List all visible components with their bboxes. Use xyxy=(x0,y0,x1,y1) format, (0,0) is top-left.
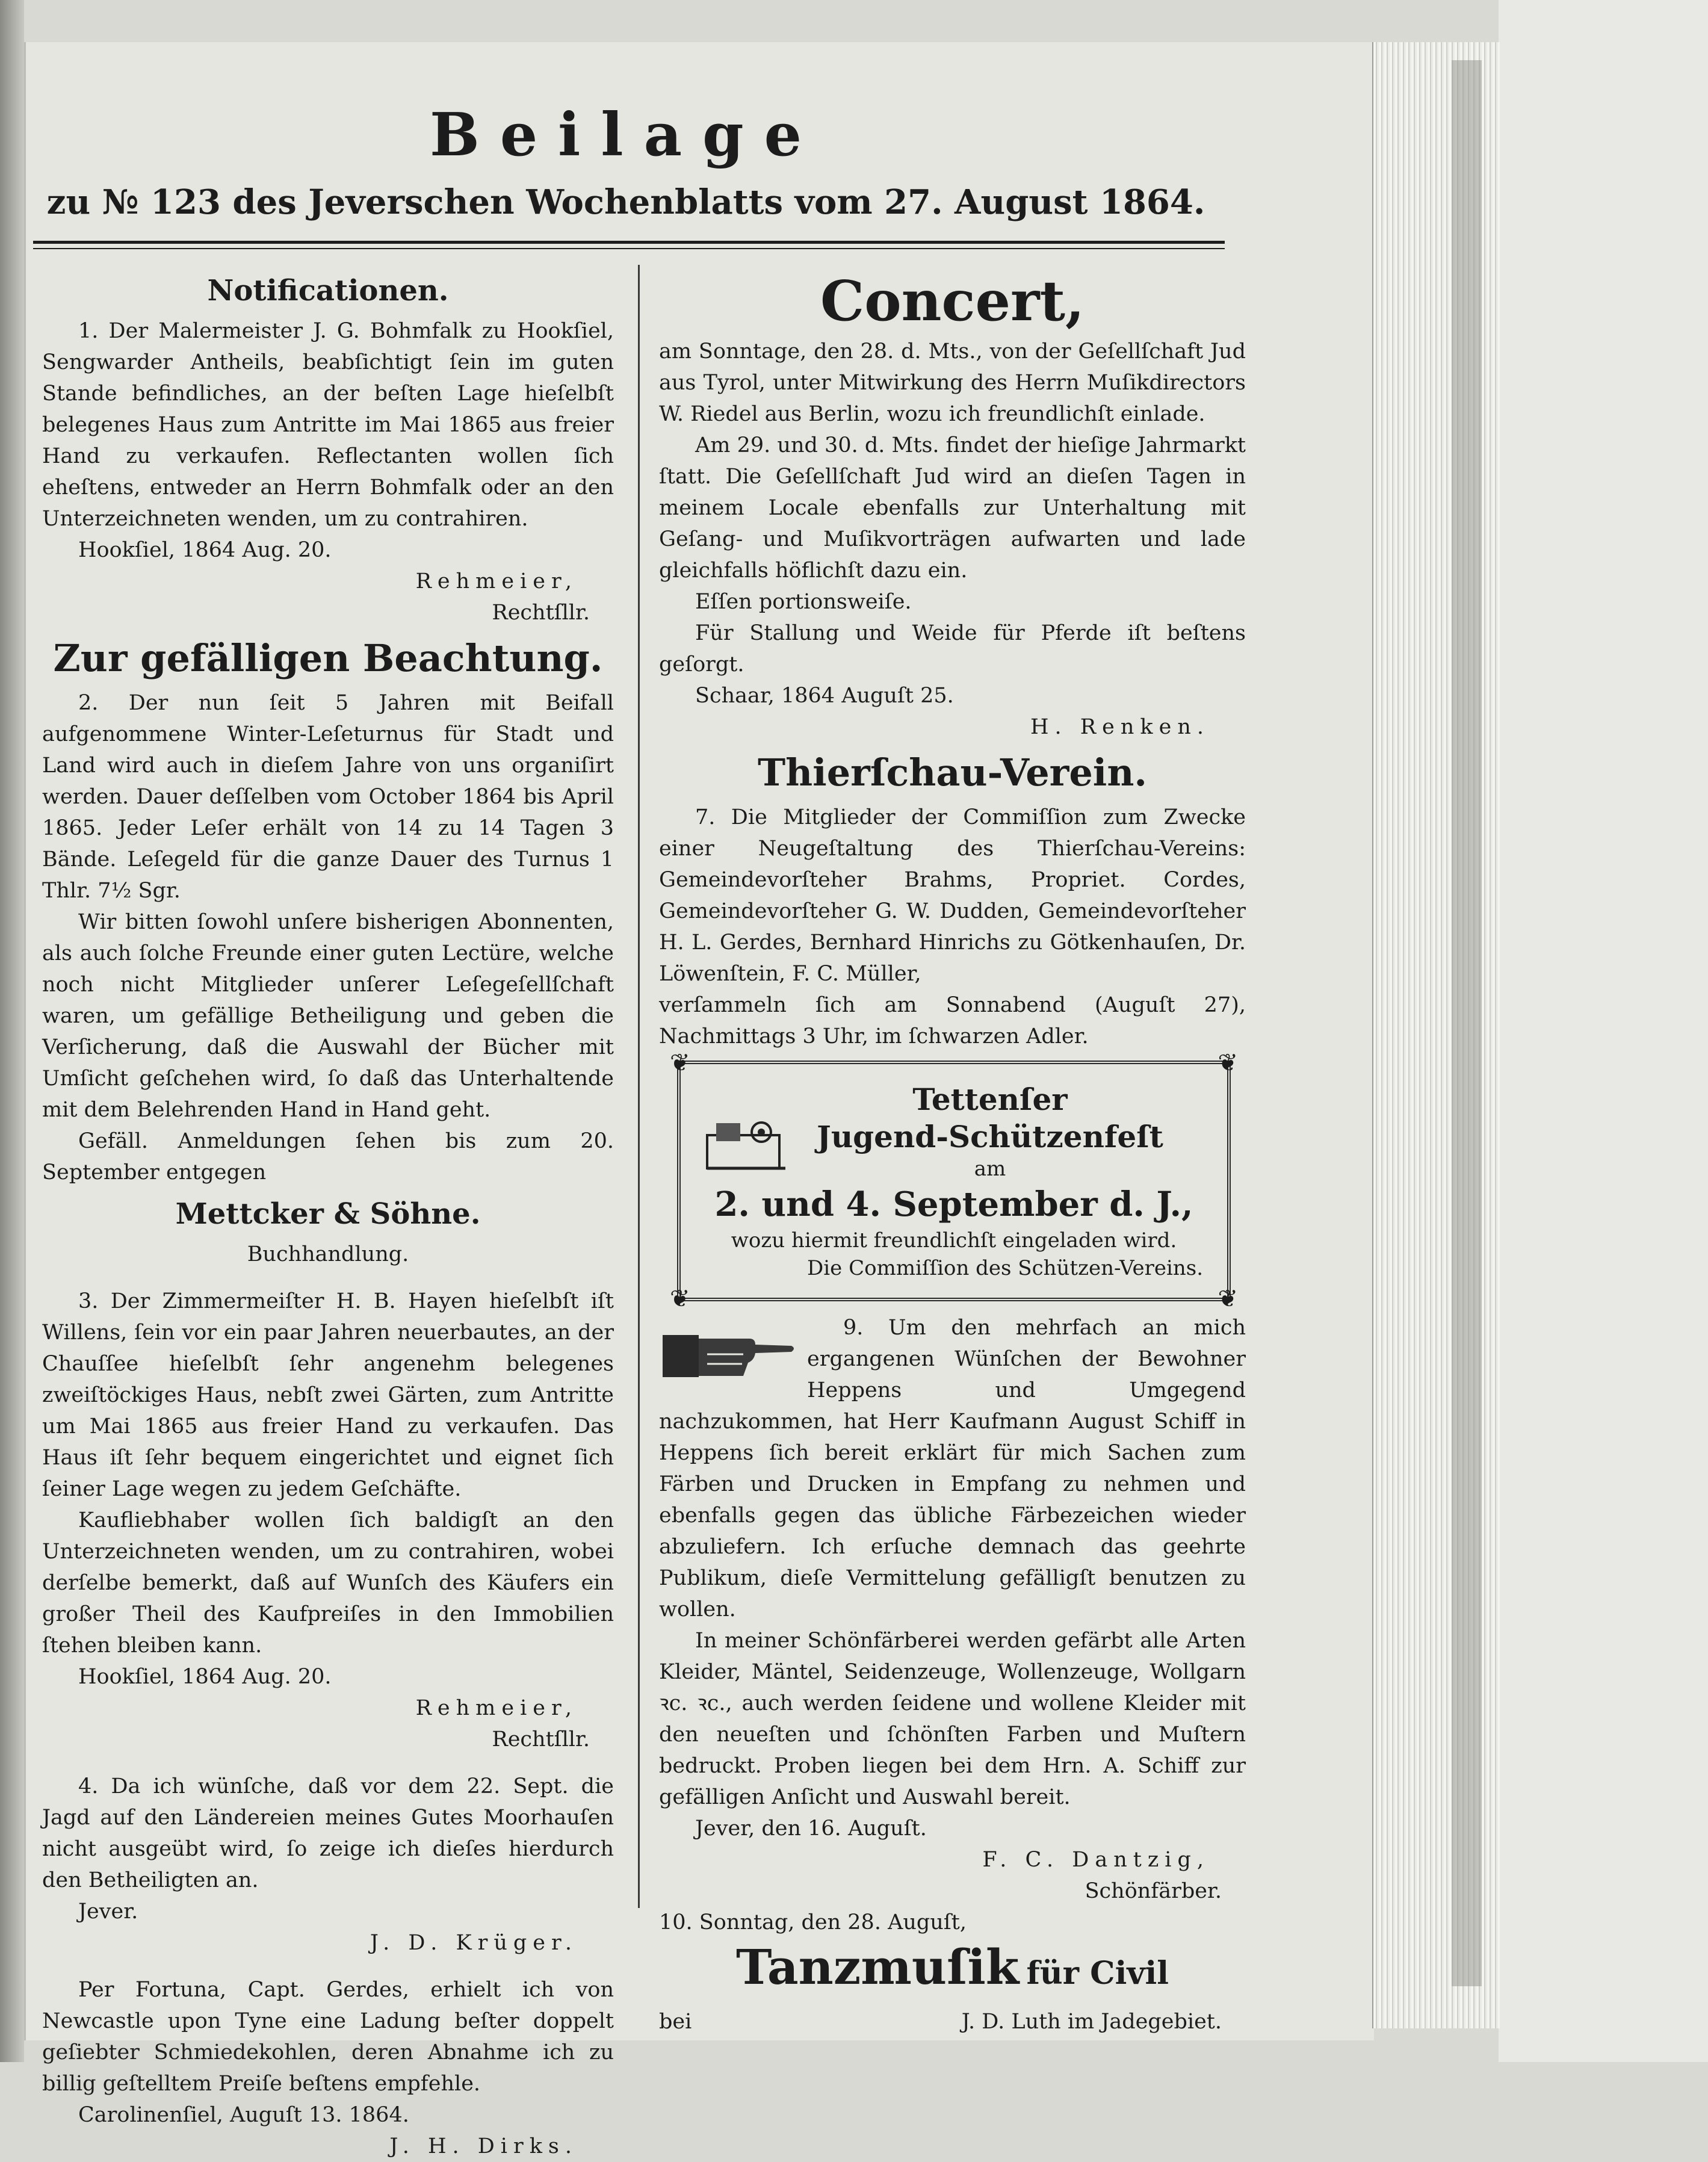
box-commission: Die Commiſſion des Schützen-Vereins. xyxy=(807,1256,1203,1280)
notice-1-title: Rechtſllr. xyxy=(492,601,590,625)
notice-3-signature: Rehmeier, xyxy=(415,1696,578,1720)
page-subtitle: zu № 123 des Jeverschen Wochenblatts vom 27. August 1864. xyxy=(46,182,1205,222)
notice-1-place: Hookſiel, 1864 Aug. 20. xyxy=(78,538,332,562)
notice-4-signature: J. D. Krüger. xyxy=(370,1931,578,1955)
beachtung-heading: Zur gefälligen Beachtung. xyxy=(53,636,603,680)
concert-signature: H. Renken. xyxy=(1030,715,1210,739)
thierschau-text-2: verſammeln ſich am Sonnabend (Auguſt 27), Nachmittags 3 Uhr, im ſchwarzen Adler. xyxy=(659,993,1246,1048)
tanzmusik-subheading: für Civil xyxy=(1026,1955,1169,1992)
target-shooting-icon xyxy=(701,1111,791,1177)
tanzmusik-heading: Tanzmuſik xyxy=(735,1939,1020,1995)
notice-10-venue: J. D. Luth im Jadegebiet. xyxy=(961,2010,1222,2034)
notice-3-text: 3. Der Zimmermeiſter H. B. Hayen hieſelbſt iſt Willens, ſein vor ein paar Jahren neuerbautes, an der Chauſſee hieſelbſt ſehr angenehm belegenes zweiſtöckiges Haus, nebſt zwei Gärten, zum Antritte um Mai 1865 aus freier Hand zu verkaufen. Das Haus iſt ſehr bequem eingerichtet und eignet ſich ſeiner Lage wegen zu jedem Geſchäfte. xyxy=(42,1289,614,1501)
notice-2-text-2: Wir bitten ſowohl unſere bisherigen Abonnenten, als auch ſolche Freunde einer guten Lectüre, welche noch nicht Mitglieder unſerer Leſegeſellſchaft waren, um gefällige Betheiligung und geben die Verſicherung, daß die Auswahl der Bücher mit Umſicht geſchehen wird, ſo daß das Unterhaltende mit dem Belehrenden Hand in Hand geht. xyxy=(42,910,614,1122)
concert-text: am Sonntage, den 28. d. Mts., von der Geſellſchaft Jud aus Tyrol, unter Mitwirkung des Herrn Muſikdirectors W. Riedel aus Berlin, wozu ich freundlichſt einlade. xyxy=(659,339,1246,426)
notice-9-text: 9. Um den mehrfach an mich ergangenen Wünſchen der Bewohner Heppens und Umgegend nachzukommen, hat Herr Kaufmann August Schiff in Heppens ſich bereit erklärt für mich Sachen zum Färben und Drucken in Empfang zu nehmen und ebenfalls gegen das übliche Färbezeichen wieder abzuliefern. Ich erſuche demnach das geehrte Publikum, dieſe Vermittelung gefälligſt benutzen zu wollen. xyxy=(659,1316,1246,1622)
concert-heading: Concert, xyxy=(820,268,1085,333)
box-title-2: Jugend-Schützenfeſt xyxy=(817,1119,1163,1154)
thierschau-heading: Thierſchau-Verein. xyxy=(757,751,1148,794)
left-column xyxy=(42,265,614,2162)
notice-2-text: 2. Der nun ſeit 5 Jahren mit Beifall aufgenommene Winter-Leſeturnus für Stadt und Land wird auch in dieſem Jahre von uns organiſirt werden. Dauer deſſelben vom October 1864 bis April 1865. Jeder Leſer erhält von 14 zu 14 Tagen 3 Bände. Leſegeld für die ganze Dauer des Turnus 1 Thlr. 7½ Sgr. xyxy=(42,691,614,903)
notice-4-place: Jever. xyxy=(78,1900,138,1924)
box-title-1: Tettenſer xyxy=(912,1082,1068,1117)
pointing-hand-icon xyxy=(659,1318,797,1390)
notice-9-text-2: In meiner Schönfärberei werden gefärbt alle Arten Kleider, Mäntel, Seidenzeuge, Wollenzeuge, Wollgarn ꝛc. ꝛc., auch werden ſeidene und wollene Kleider mit den neueſten und ſchönſten Farben und Muſtern bedruckt. Proben liegen bei dem Hrn. A. Schiff zur gefälligen Anſicht und Auswahl bereit. xyxy=(659,1629,1246,1809)
book-spine xyxy=(0,0,24,2062)
notice-2-firm: Mettcker & Söhne. xyxy=(175,1197,481,1231)
concert-place: Schaar, 1864 Auguſt 25. xyxy=(695,684,954,708)
notice-1-signature: Rehmeier, xyxy=(415,569,578,593)
notice-5-text: Per Fortuna, Capt. Gerdes, erhielt ich von Newcastle upon Tyne eine Ladung beſter doppelt geſiebter Schmiedekohlen, deren Abnahme ich zu billig geſtelltem Preiſe beſtens empfehle. xyxy=(42,1978,614,2096)
notice-3-text-2: Kaufliebhaber wollen ſich baldigſt an den Unterzeichneten wenden, um zu contrahiren, wobei derſelbe bemerkt, daß auf Wunſch des Käufers ein großer Theil des Kaufpreiſes in den Immobilien ſtehen bleiben kann. xyxy=(42,1508,614,1658)
scan-background xyxy=(1499,0,1708,2062)
notice-4-text: 4. Da ich wünſche, daß vor dem 22. Sept. die Jagd auf den Ländereien meines Gutes Moorhauſen nicht ausgeübt wird, ſo zeige ich dieſes hierdurch den Betheiligten an. xyxy=(42,1774,614,1892)
header-rule xyxy=(33,241,1225,244)
column-divider xyxy=(638,265,640,1908)
notice-2-firm-sub: Buchhandlung. xyxy=(247,1242,409,1266)
right-column xyxy=(659,265,1246,2037)
notice-9-title: Schönfärber. xyxy=(1085,1879,1222,1903)
concert-text-3: Eſſen portionsweiſe. xyxy=(695,590,912,614)
ornament-corner-icon: ❦ xyxy=(1218,1049,1238,1077)
tanzmusik-line xyxy=(659,1938,1246,2006)
concert-text-2: Am 29. und 30. d. Mts. findet der hieſige Jahrmarkt ſtatt. Die Geſellſchaft Jud wird an dieſen Tagen in meinem Locale ebenfalls zur Unterhaltung mit Geſang- und Muſikvorträgen aufwarten und lade gleichfalls höflichſt dazu ein. xyxy=(659,433,1246,583)
schuetzenfest-box xyxy=(670,1049,1238,1313)
ornament-corner-icon: ❦ xyxy=(1218,1285,1238,1313)
notificationen-heading: Notificationen. xyxy=(207,274,449,308)
header-rule-thin xyxy=(33,248,1225,249)
notice-3-title: Rechtſllr. xyxy=(492,1727,590,1752)
notice-1-text: 1. Der Malermeister J. G. Bohmfalk zu Hookſiel, Sengwarder Antheils, beabſichtigt ſein im guten Stande befindliches, an der beſten Lage hieſelbſt belegenes Haus zum Antritte im Mai 1865 aus freier Hand zu verkaufen. Reflectanten wollen ſich eheſtens, entweder an Herrn Bohmfalk oder an den Unterzeichneten wenden, um zu contrahiren. xyxy=(42,319,614,531)
notice-9-place: Jever, den 16. Auguſt. xyxy=(695,1817,927,1841)
box-invite: wozu hiermit freundlichſt eingeladen wird. xyxy=(731,1228,1177,1253)
page-edges xyxy=(1372,42,1500,2028)
notice-9-signature: F. C. Dantzig, xyxy=(982,1848,1210,1872)
box-am: am xyxy=(974,1157,1006,1181)
notice-5-place: Carolinenſiel, Auguſt 13. 1864. xyxy=(78,2103,409,2127)
notice-10-bei: bei xyxy=(659,2010,692,2034)
ornament-corner-icon: ❦ xyxy=(670,1049,690,1077)
notice-2-text-3: Gefäll. Anmeldungen ſehen bis zum 20. September entgegen xyxy=(42,1129,614,1185)
masthead xyxy=(24,102,1228,225)
notice-10-text: 10. Sonntag, den 28. Auguſt, xyxy=(659,1910,967,1934)
page-title: Beilage xyxy=(429,101,822,170)
ornament-corner-icon: ❦ xyxy=(670,1285,690,1313)
thierschau-text: 7. Die Mitglieder der Commiſſion zum Zwecke einer Neugeſtaltung des Thierſchau-Vereins: Gemeindevorſteher Brahms, Propriet. Cordes, Gemeindevorſteher G. W. Dudden, Gemeindevorſteher H. L. Gerdes, Bernhard Hinrichs zu Götkenhauſen, Dr. Löwenſtein, F. C. Müller, xyxy=(659,805,1246,986)
notice-3-place: Hookſiel, 1864 Aug. 20. xyxy=(78,1665,332,1689)
box-dates: 2. und 4. September d. J., xyxy=(714,1185,1193,1224)
concert-text-4: Für Stallung und Weide für Pferde iſt beſtens geſorgt. xyxy=(659,621,1246,677)
notice-10-venue-line xyxy=(659,2006,1246,2037)
notice-5-signature: J. H. Dirks. xyxy=(389,2134,578,2158)
